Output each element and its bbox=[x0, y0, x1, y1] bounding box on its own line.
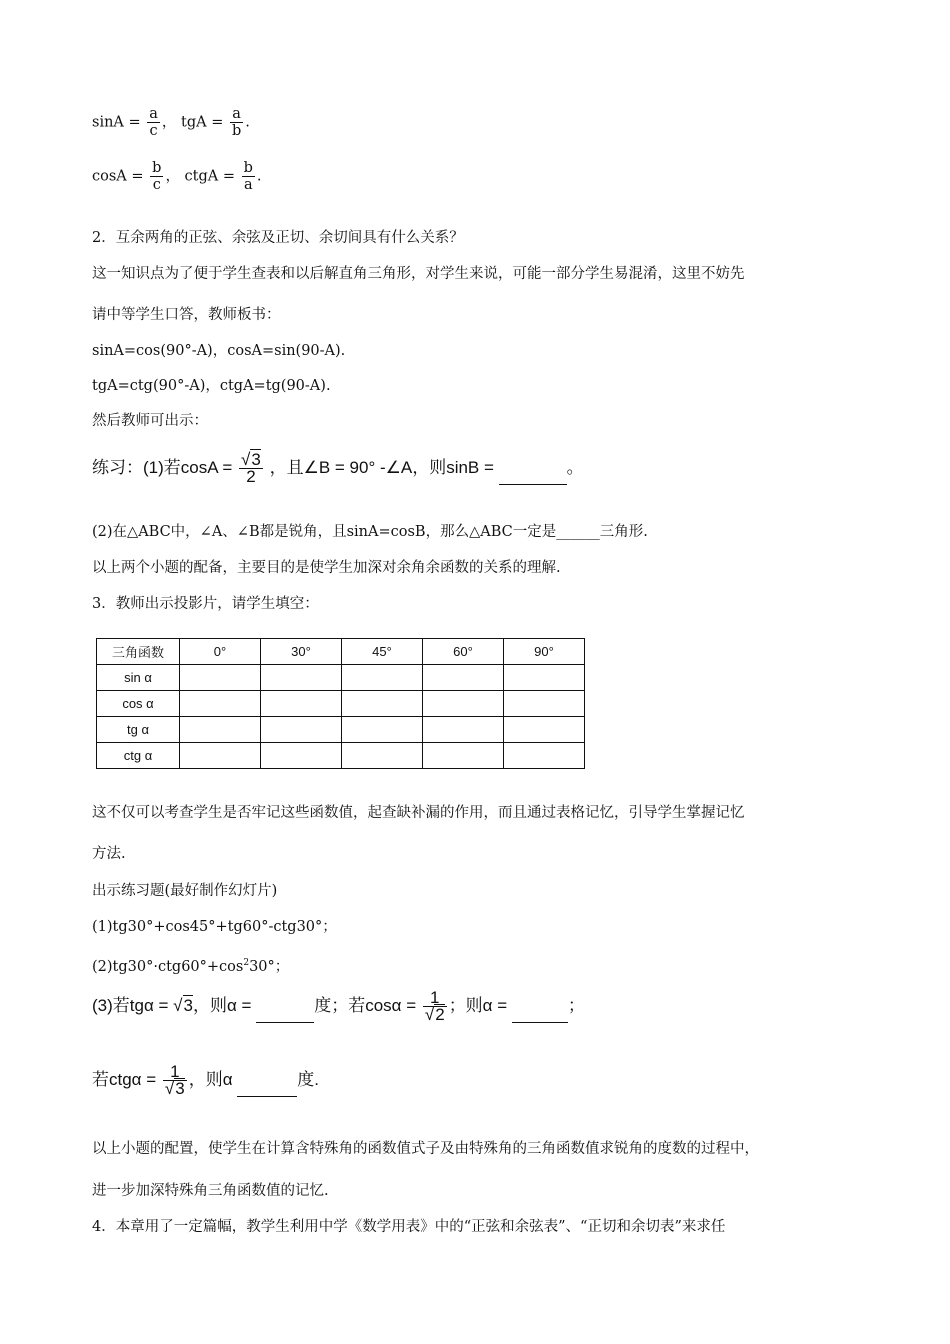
q2-title: 2．互余两角的正弦、余弦及正切、余切间具有什么关系？ bbox=[92, 230, 464, 246]
table-cell[interactable] bbox=[423, 743, 504, 769]
answer-blank[interactable] bbox=[237, 1096, 297, 1097]
table-cell[interactable] bbox=[342, 743, 423, 769]
q2-formula2: tgA=ctg(90°-A)，ctgA=tg(90-A). bbox=[92, 378, 331, 394]
table-row bbox=[97, 691, 585, 717]
practice-3: (3)若tgα = √3，则α = 度；若cosα = $\frac{1}{√2}$ ；则α = ； bbox=[92, 988, 585, 1024]
table-header-row bbox=[97, 639, 585, 665]
q2-then: 然后教师可出示： bbox=[92, 413, 208, 429]
fraction-a-b: $\frac{a}{b}$ bbox=[231, 106, 242, 139]
table-cell[interactable] bbox=[261, 691, 342, 717]
fraction-a-c: $\frac{a}{c}$ bbox=[149, 106, 158, 139]
q2-formula1: sinA=cos(90°-A)，cosA=sin(90-A). bbox=[92, 343, 346, 359]
table-cell[interactable] bbox=[504, 743, 585, 769]
fraction-b-a: $\frac{b}{a}$ bbox=[243, 160, 253, 193]
table-cell[interactable] bbox=[342, 691, 423, 717]
cos-lhs: cosA = bbox=[92, 168, 144, 185]
answer-blank[interactable] bbox=[512, 1022, 568, 1023]
exercise-summary: 以上两个小题的配备，主要目的是使学生加深对余角余函数的关系的理解. bbox=[92, 560, 561, 576]
row-label: tg α bbox=[97, 717, 180, 743]
sqrt-icon: √2 bbox=[424, 1005, 445, 1024]
row-label: ctg α bbox=[97, 743, 180, 769]
table-row bbox=[97, 717, 585, 743]
table-header-cell: 0° bbox=[180, 639, 261, 665]
ctg-lhs: ctgA = bbox=[184, 168, 236, 185]
table-cell[interactable] bbox=[180, 665, 261, 691]
practice-2: $(2)tg30^\circ\cdot ctg60^\circ+\cos^230^\circ$； bbox=[92, 958, 290, 975]
summary-2: 进一步加深特殊角三角函数值的记忆. bbox=[92, 1183, 329, 1199]
table-cell[interactable] bbox=[261, 743, 342, 769]
q3-para1: 这不仅可以考查学生是否牢记这些函数值，起查缺补漏的作用，而且通过表格记忆，引导学生掌握记忆 bbox=[92, 805, 745, 821]
fraction-sqrt3-2: $\frac{√3}{2}$ bbox=[241, 450, 261, 486]
trig-table bbox=[96, 638, 585, 769]
practice-title: 出示练习题(最好制作幻灯片) bbox=[92, 883, 278, 899]
q4-text: 4．本章用了一定篇幅，教学生利用中学《数学用表》中的“正弦和余弦表”、“正切和余切表”来求任 bbox=[92, 1219, 726, 1235]
practice-1: (1)tg30°+cos45°+tg60°-ctg30°； bbox=[92, 919, 337, 935]
formula-sin-tg: sinA = $\frac{a}{c}$ ， tgA = $\frac{a}{b}$ . bbox=[92, 106, 250, 139]
table-cell[interactable] bbox=[423, 665, 504, 691]
table-cell[interactable] bbox=[261, 717, 342, 743]
table-cell[interactable] bbox=[180, 717, 261, 743]
row-label: cos α bbox=[97, 691, 180, 717]
table-cell[interactable] bbox=[423, 717, 504, 743]
table-row bbox=[97, 665, 585, 691]
fraction-b-c: $\frac{b}{c}$ bbox=[152, 160, 162, 193]
q3-para2: 方法. bbox=[92, 846, 126, 862]
table-cell[interactable] bbox=[504, 717, 585, 743]
answer-blank[interactable] bbox=[256, 1022, 314, 1023]
table-cell[interactable] bbox=[504, 665, 585, 691]
table-cell[interactable] bbox=[342, 665, 423, 691]
tg-lhs: tgA = bbox=[181, 114, 224, 131]
sin-lhs: sinA = bbox=[92, 114, 141, 131]
fraction-1-sqrt2: $\frac{1}{√2}$ bbox=[424, 988, 445, 1024]
table-header-cell: 45° bbox=[342, 639, 423, 665]
sqrt-icon: √3 bbox=[173, 995, 193, 1015]
table-cell[interactable] bbox=[504, 691, 585, 717]
table-cell[interactable] bbox=[261, 665, 342, 691]
table-row bbox=[97, 743, 585, 769]
exercise-2: (2)在△ABC中，∠A、∠B都是锐角，且sinA=cosB，那么△ABC一定是______三角形. bbox=[92, 524, 648, 540]
table-header-cell: 60° bbox=[423, 639, 504, 665]
sqrt-icon: √3 bbox=[241, 450, 261, 469]
practice-4: 若ctgα = $\frac{1}{√3}$ ，则α 度. bbox=[92, 1062, 320, 1098]
q3-title: 3．教师出示投影片，请学生填空： bbox=[92, 596, 319, 612]
sqrt-icon: √3 bbox=[164, 1079, 185, 1098]
table-cell[interactable] bbox=[180, 691, 261, 717]
fraction-1-sqrt3: $\frac{1}{√3}$ bbox=[164, 1062, 185, 1098]
answer-blank[interactable] bbox=[499, 484, 567, 485]
exercise-1: 练习：(1)若cosA = $\frac{√3}{2}$ ，且∠B = 90° -∠A，则sinB = 。 bbox=[92, 450, 584, 486]
table-header-cell: 三角函数 bbox=[97, 639, 180, 665]
table-cell[interactable] bbox=[180, 743, 261, 769]
q2-para2: 请中等学生口答，教师板书： bbox=[92, 307, 281, 323]
table-cell[interactable] bbox=[423, 691, 504, 717]
row-label: sin α bbox=[97, 665, 180, 691]
table-header-cell: 90° bbox=[504, 639, 585, 665]
summary-1: 以上小题的配置，使学生在计算含特殊角的函数值式子及由特殊角的三角函数值求锐角的度数的过程中， bbox=[92, 1141, 759, 1157]
table-cell[interactable] bbox=[342, 717, 423, 743]
formula-cos-ctg: cosA = $\frac{b}{c}$ ， ctgA = $\frac{b}{a}$ . bbox=[92, 160, 262, 193]
q2-para1: 这一知识点为了便于学生查表和以后解直角三角形，对学生来说，可能一部分学生易混淆，这里不妨先 bbox=[92, 266, 745, 282]
table-header-cell: 30° bbox=[261, 639, 342, 665]
